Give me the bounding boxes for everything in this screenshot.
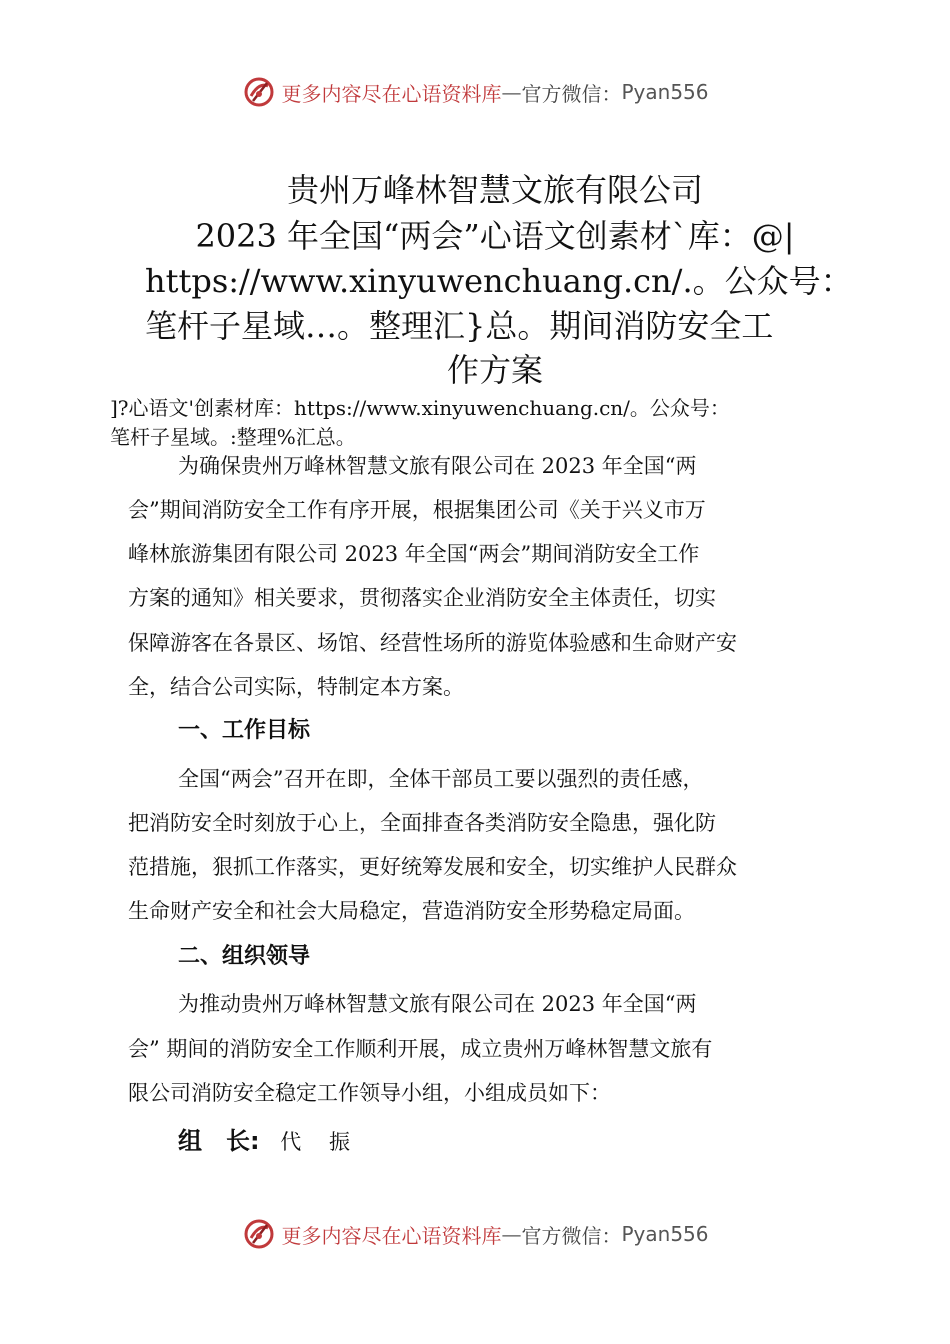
section2-line: 为推动贵州万峰林智慧文旅有限公司在 2023 年全国“两 [178,992,697,1016]
leader-name: 代 振 [280,1130,350,1154]
section2-line: 会” 期间的消防安全工作顺利开展，成立贵州万峰林智慧文旅有 [128,1037,713,1061]
note-line-2: 笔杆子星域。:整理%汇总。 [110,425,356,449]
section1-line: 把消防安全时刻放于心上，全面排查各类消防安全隐患，强化防 [128,811,716,835]
intro-line: 方案的通知》相关要求，贯彻落实企业消防安全主体责任，切实 [128,586,716,610]
section-heading-goals: 一、工作目标 [178,718,311,743]
leader-role-label: 组 长: [178,1127,260,1155]
intro-line: 会”期间消防安全工作有序开展，根据集团公司《关于兴义市万 [128,498,706,522]
section1-line: 生命财产安全和社会大局稳定，营造消防安全形势稳定局面。 [128,899,695,923]
title-line-2: 2023 年全国“两会”心语文创素材`库：@| [195,217,795,255]
banner-main-text: 更多内容尽在心语资料库 [281,1223,502,1248]
leader-row [178,1127,350,1156]
logo-icon [241,74,277,110]
banner-wechat-id: Pyan556 [621,80,709,104]
intro-line: 保障游客在各景区、场馆、经营性场所的游览体验感和生命财产安 [128,631,737,655]
banner-wechat-id: Pyan556 [621,1222,709,1246]
intro-line: 峰林旅游集团有限公司 2023 年全国“两会”期间消防安全工作 [128,542,700,566]
banner-main-text: 更多内容尽在心语资料库 [281,81,502,106]
title-line-3: https://www.xinyuwenchuang.cn/.。公众号： [145,262,853,300]
title-line-5: 作方案 [446,351,543,389]
section2-line: 限公司消防安全稳定工作领导小组，小组成员如下： [128,1081,611,1105]
intro-line: 全，结合公司实际，特制定本方案。 [128,675,464,699]
logo-icon [241,1216,277,1252]
banner-dash: — [501,1222,522,1246]
title-line-1: 贵州万峰林智慧文旅有限公司 [286,171,703,209]
section1-line: 全国“两会”召开在即，全体干部员工要以强烈的责任感， [178,767,704,791]
note-line-1: ]?心语文'创素材库：https://www.xinyuwenchuang.cn/。公众号： [110,396,730,420]
banner-wechat-label: 官方微信： [521,1223,622,1248]
section1-line: 范措施，狠抓工作落实，更好统筹发展和安全，切实维护人民群众 [128,855,737,879]
banner-dash: — [501,80,522,104]
header-banner [0,72,950,112]
banner-wechat-label: 官方微信： [521,81,622,106]
intro-line: 为确保贵州万峰林智慧文旅有限公司在 2023 年全国“两 [178,454,697,478]
title-line-4: 笔杆子星域…。整理汇}总。期间消防安全工 [145,307,774,345]
section-heading-organization: 二、组织领导 [178,944,311,969]
footer-banner [0,1214,950,1254]
